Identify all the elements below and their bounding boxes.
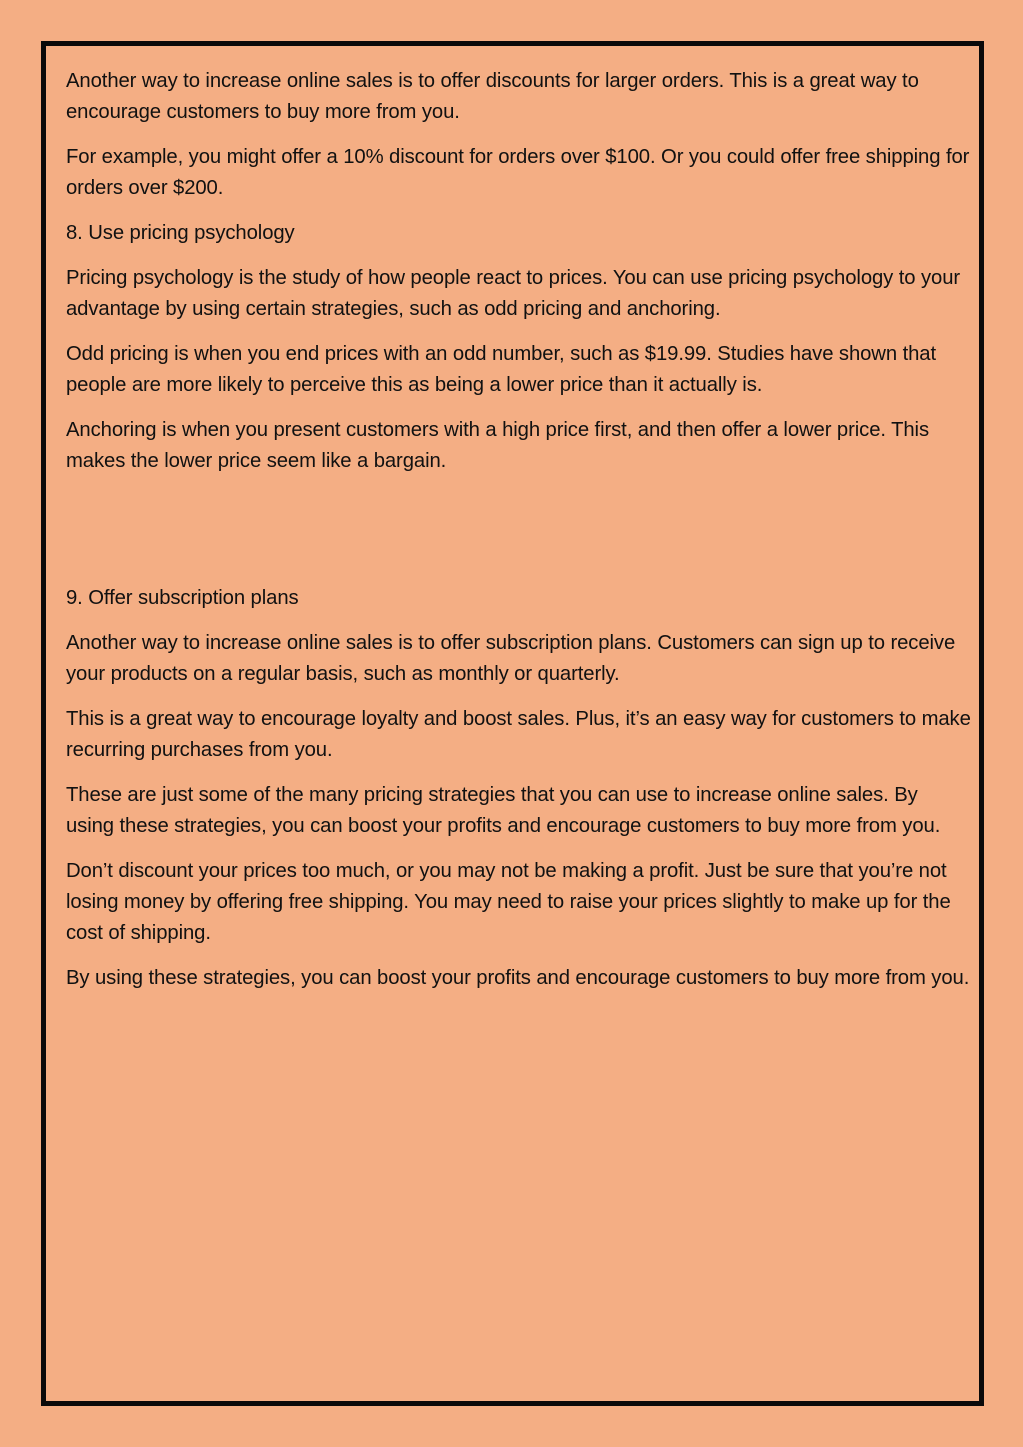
paragraph-discount-example: For example, you might offer a 10% discount for orders over $100. Or you could offer free shipping for orders over $200. [66, 146, 970, 199]
paragraph-subscription-plans: Another way to increase online sales is to offer subscription plans. Customers can sign up to receive your products on a regular basis, such as monthly or quarterly. [66, 632, 956, 685]
paragraph-loyalty: This is a great way to encourage loyalty and boost sales. Plus, it’s an easy way for customers to make recurring purchases from you. [66, 708, 971, 761]
heading-subscription-plans: 9. Offer subscription plans [66, 587, 299, 609]
paragraph-bulk-discounts: Another way to increase online sales is to offer discounts for larger orders. This is a great way to encourage customers to buy more from you. [66, 70, 919, 123]
paragraph-discount-warning: Don’t discount your prices too much, or you may not be making a profit. Just be sure that you’re not losing money by offering free shipping. You may need to raise your prices slightly to make up for the cost of shipping. [66, 860, 951, 944]
section-spacer [66, 491, 971, 583]
page-frame [41, 41, 984, 1406]
document-body [66, 66, 971, 1008]
paragraph-pricing-psychology: Pricing psychology is the study of how people react to prices. You can use pricing psychology to your advantage by using certain strategies, such as odd pricing and anchoring. [66, 267, 961, 320]
paragraph-odd-pricing: Odd pricing is when you end prices with an odd number, such as $19.99. Studies have shown that people are more likely to perceive this as being a lower price than it actually is. [66, 343, 936, 396]
paragraph-strategies-summary: These are just some of the many pricing strategies that you can use to increase online sales. By using these strategies, you can boost your profits and encourage customers to buy more from you. [66, 784, 941, 837]
heading-pricing-psychology: 8. Use pricing psychology [66, 222, 295, 244]
paragraph-anchoring: Anchoring is when you present customers with a high price first, and then offer a lower price. This makes the lower price seem like a bargain. [66, 419, 930, 472]
paragraph-closing: By using these strategies, you can boost your profits and encourage customers to buy more from you. [66, 967, 970, 989]
